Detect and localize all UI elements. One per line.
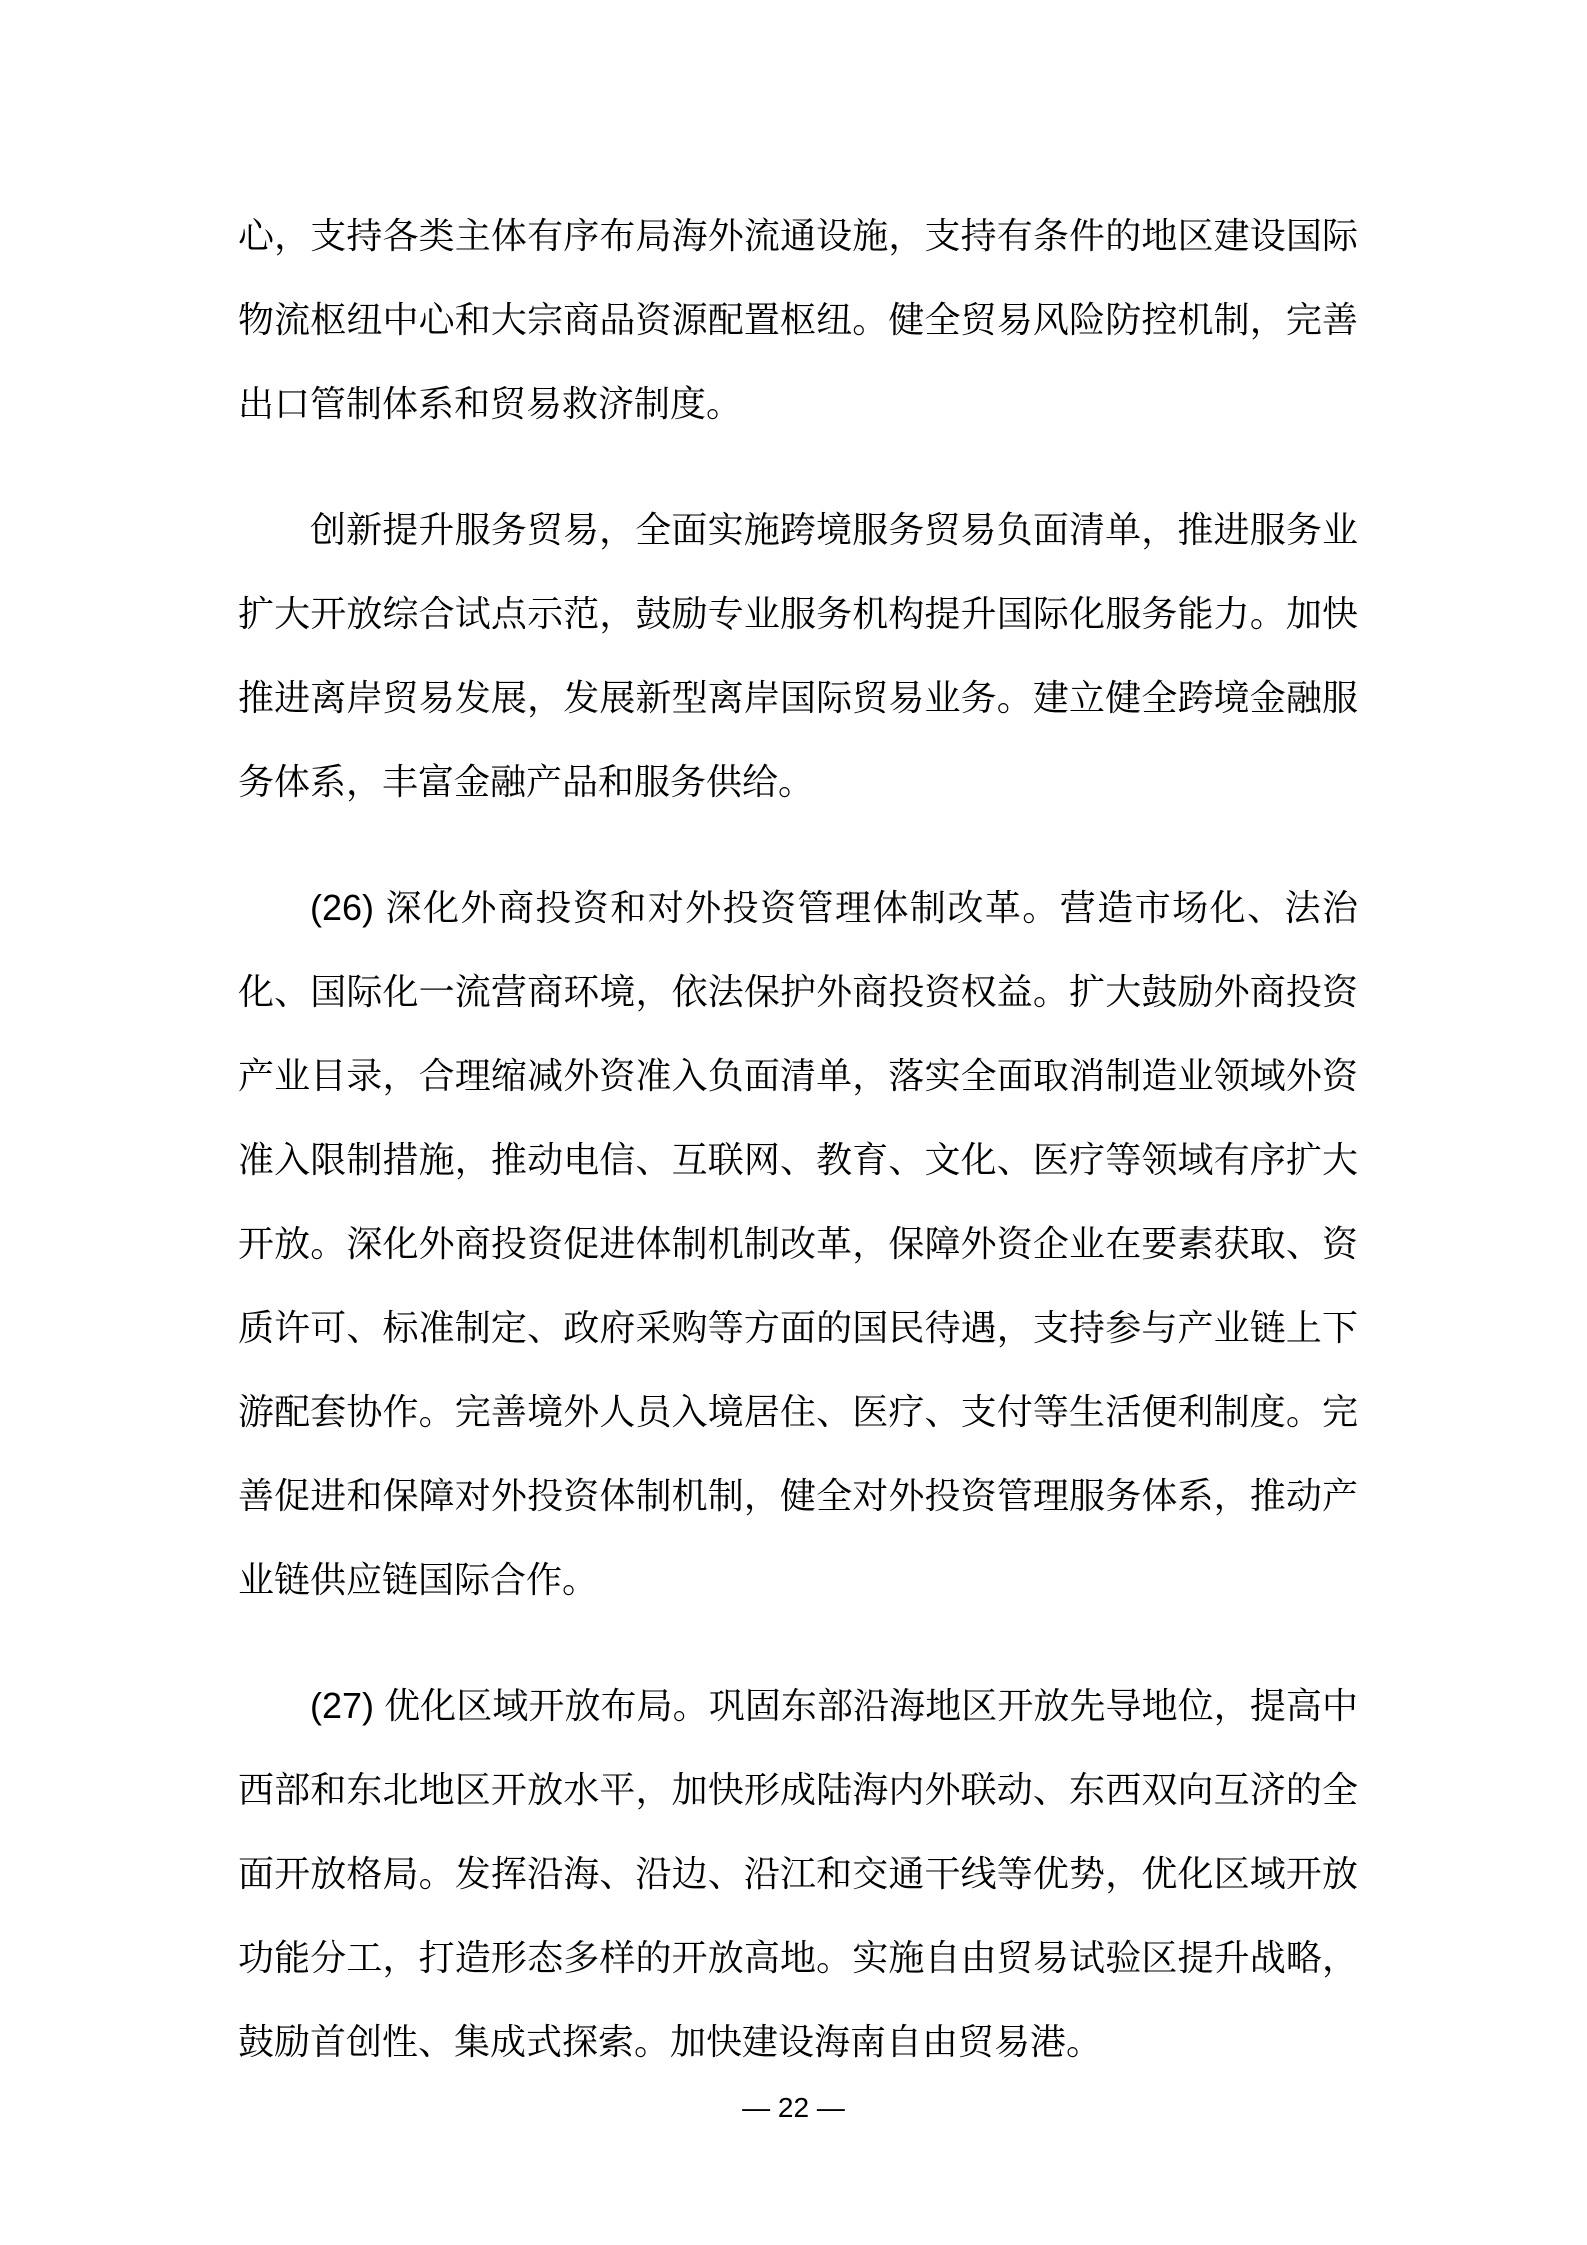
paragraph-item-27: (27) 优化区域开放布局。巩固东部沿海地区开放先导地位，提高中西部和东北地区开放水平，加快形成陆海内外联动、东西双向互济的全面开放格局。发挥沿海、沿边、沿江和交通干线等优势，优化区域开放功能分工，打造形态多样的开放高地。实施自由贸易试验区提升战略，鼓励首创性、集成式探索。加快建设海南自由贸易港。 [238,1685,1358,2062]
paragraph-continuation: 心，支持各类主体有序布局海外流通设施，支持有条件的地区建设国际物流枢纽中心和大宗商品资源配置枢纽。健全贸易风险防控机制，完善出口管制体系和贸易救济制度。 [238,215,1358,424]
paragraph-services-trade: 创新提升服务贸易，全面实施跨境服务贸易负面清单，推进服务业扩大开放综合试点示范，鼓励专业服务机构提升国际化服务能力。加快推进离岸贸易发展，发展新型离岸国际贸易业务。建立健全跨境金融服务体系，丰富金融产品和服务供给。 [238,509,1358,802]
paragraph-item-26: (26) 深化外商投资和对外投资管理体制改革。营造市场化、法治化、国际化一流营商环境，依法保护外商投资权益。扩大鼓励外商投资产业目录，合理缩减外资准入负面清单，落实全面取消制造业领域外资准入限制措施，推动电信、互联网、教育、文化、医疗等领域有序扩大开放。深化外商投资促进体制机制改革，保障外资企业在要素获取、资质许可、标准制定、政府采购等方面的国民待遇，支持参与产业链上下游配套协作。完善境外人员入境居住、医疗、支付等生活便利制度。完善促进和保障对外投资体制机制，健全对外投资管理服务体系，推动产业链供应链国际合作。 [238,887,1358,1600]
page-number: — 22 — [742,2092,845,2123]
document-body-text [238,194,1358,2084]
